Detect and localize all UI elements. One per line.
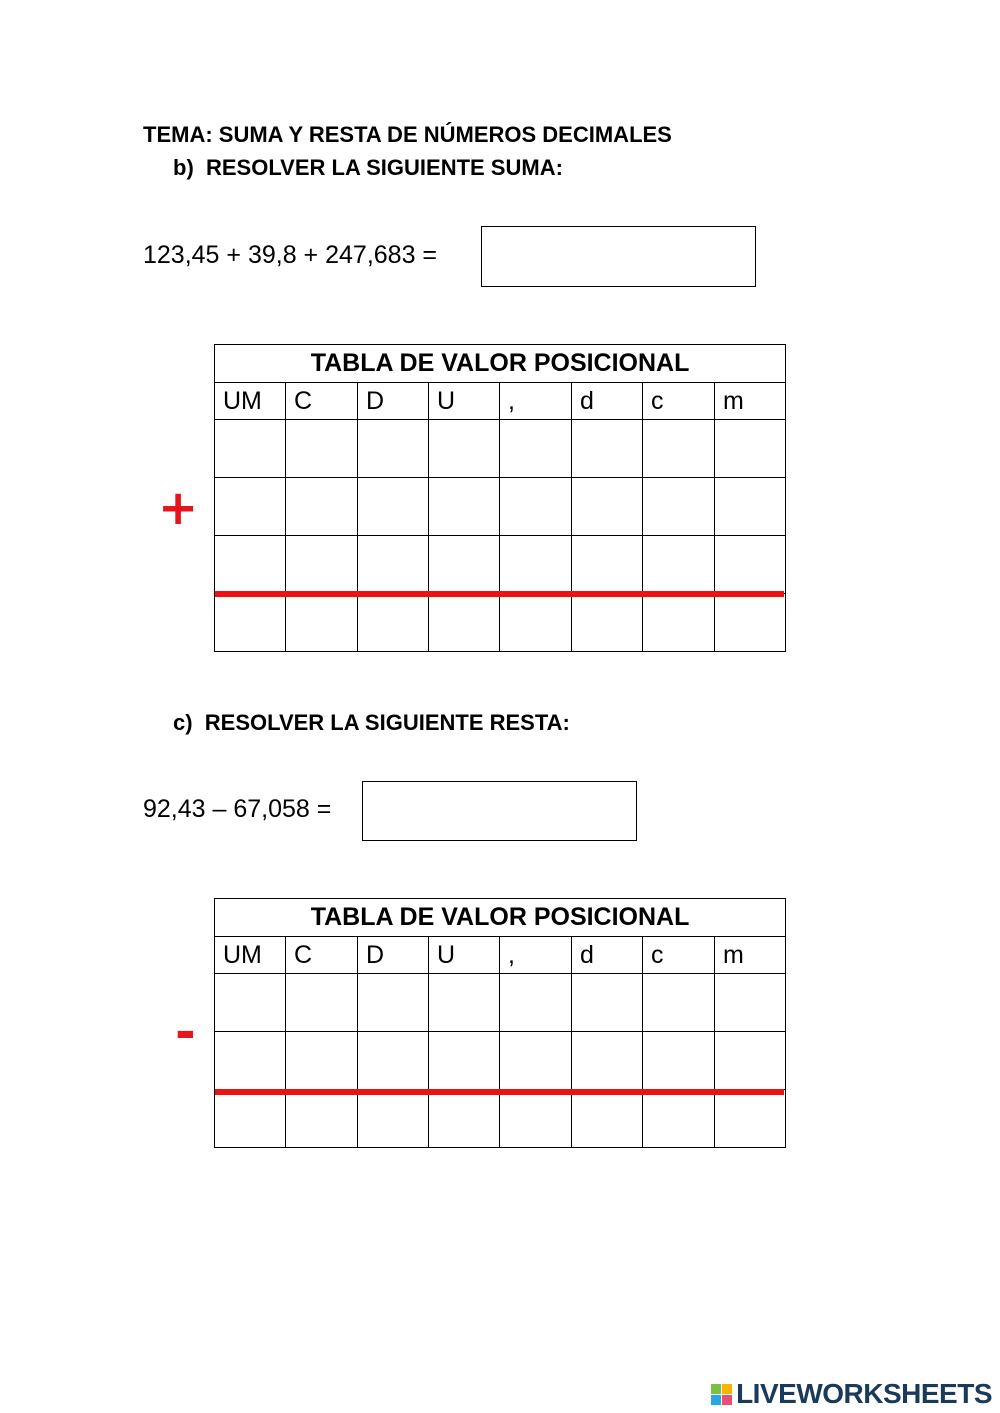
table-cell[interactable] [572, 1090, 643, 1148]
column-header-d: D [358, 383, 429, 420]
table-cell[interactable] [286, 536, 358, 594]
plus-sign-icon: + [158, 480, 199, 536]
table-cell[interactable] [715, 478, 786, 536]
table-cell[interactable] [429, 1090, 500, 1148]
table-cell[interactable] [215, 478, 286, 536]
column-header-c-decimal: c [643, 937, 715, 974]
minus-sign-icon: - [175, 1003, 196, 1061]
section-b-label: b) [173, 155, 194, 180]
table-cell[interactable] [286, 478, 358, 536]
column-header-comma: , [500, 383, 572, 420]
table-row [215, 974, 786, 1032]
table-cell[interactable] [643, 536, 715, 594]
table-cell[interactable] [572, 594, 643, 652]
table-cell[interactable] [500, 536, 572, 594]
column-header-d-decimal: d [572, 937, 643, 974]
sum-equation: 123,45 + 39,8 + 247,683 = [143, 241, 438, 269]
table-cell[interactable] [358, 478, 429, 536]
table-cell[interactable] [358, 974, 429, 1032]
sum-place-value-table [214, 344, 786, 652]
subtraction-table-header-row [215, 937, 786, 974]
table-cell[interactable] [358, 1090, 429, 1148]
table-cell[interactable] [215, 536, 286, 594]
table-cell[interactable] [500, 1090, 572, 1148]
sum-result-divider-line [215, 591, 784, 597]
page-title: TEMA: SUMA Y RESTA DE NÚMEROS DECIMALES [143, 122, 672, 147]
subtraction-place-value-table [214, 898, 786, 1148]
table-cell[interactable] [286, 1032, 358, 1090]
sum-table-title: TABLA DE VALOR POSICIONAL [215, 345, 786, 383]
table-cell[interactable] [643, 478, 715, 536]
column-header-um: UM [215, 937, 286, 974]
table-cell[interactable] [429, 1032, 500, 1090]
liveworksheets-logo-icon [711, 1384, 732, 1405]
table-row [215, 478, 786, 536]
column-header-m: m [715, 383, 786, 420]
subtraction-equation: 92,43 – 67,058 = [143, 795, 332, 823]
table-cell[interactable] [572, 420, 643, 478]
table-cell[interactable] [286, 1090, 358, 1148]
table-cell[interactable] [572, 536, 643, 594]
table-cell[interactable] [429, 420, 500, 478]
table-cell[interactable] [358, 420, 429, 478]
table-cell[interactable] [715, 1090, 786, 1148]
table-cell[interactable] [572, 1032, 643, 1090]
table-cell[interactable] [643, 420, 715, 478]
table-cell[interactable] [643, 1032, 715, 1090]
table-cell[interactable] [500, 1032, 572, 1090]
table-cell[interactable] [429, 974, 500, 1032]
table-cell[interactable] [643, 594, 715, 652]
section-c-label: c) [173, 710, 193, 735]
section-c-instruction: RESOLVER LA SIGUIENTE RESTA: [204, 710, 570, 735]
table-cell[interactable] [215, 1090, 286, 1148]
table-row [215, 420, 786, 478]
table-cell[interactable] [358, 594, 429, 652]
logo-text: LIVEWORKSHEETS [736, 1378, 992, 1409]
liveworksheets-logo [711, 1378, 992, 1410]
table-cell[interactable] [358, 1032, 429, 1090]
sum-table-header-row [215, 383, 786, 420]
section-b-heading [173, 155, 563, 181]
table-cell[interactable] [572, 478, 643, 536]
column-header-c-decimal: c [643, 383, 715, 420]
table-cell[interactable] [358, 536, 429, 594]
column-header-m: m [715, 937, 786, 974]
column-header-um: UM [215, 383, 286, 420]
column-header-comma: , [500, 937, 572, 974]
column-header-d-decimal: d [572, 383, 643, 420]
subtraction-table-title: TABLA DE VALOR POSICIONAL [215, 899, 786, 937]
column-header-c: C [286, 383, 358, 420]
column-header-u: U [429, 937, 500, 974]
table-cell[interactable] [715, 536, 786, 594]
table-cell[interactable] [215, 974, 286, 1032]
subtraction-answer-input[interactable] [362, 781, 637, 841]
column-header-d: D [358, 937, 429, 974]
table-cell[interactable] [429, 536, 500, 594]
table-cell[interactable] [429, 478, 500, 536]
section-c-heading [173, 710, 570, 736]
table-cell[interactable] [500, 594, 572, 652]
table-cell[interactable] [215, 420, 286, 478]
column-header-u: U [429, 383, 500, 420]
table-row-result [215, 1090, 786, 1148]
table-row [215, 1032, 786, 1090]
table-row-result [215, 594, 786, 652]
table-cell[interactable] [715, 594, 786, 652]
table-cell[interactable] [643, 1090, 715, 1148]
subtraction-result-divider-line [215, 1089, 784, 1095]
table-cell[interactable] [500, 974, 572, 1032]
column-header-c: C [286, 937, 358, 974]
table-cell[interactable] [715, 420, 786, 478]
table-cell[interactable] [286, 594, 358, 652]
sum-answer-input[interactable] [481, 226, 756, 287]
table-cell[interactable] [500, 420, 572, 478]
table-row [215, 536, 786, 594]
table-cell[interactable] [429, 594, 500, 652]
table-cell[interactable] [286, 974, 358, 1032]
table-cell[interactable] [572, 974, 643, 1032]
table-cell[interactable] [215, 594, 286, 652]
table-cell[interactable] [643, 974, 715, 1032]
table-cell[interactable] [286, 420, 358, 478]
section-b-instruction: RESOLVER LA SIGUIENTE SUMA: [206, 155, 563, 180]
table-cell[interactable] [715, 1032, 786, 1090]
table-cell[interactable] [715, 974, 786, 1032]
table-cell[interactable] [500, 478, 572, 536]
table-cell[interactable] [215, 1032, 286, 1090]
